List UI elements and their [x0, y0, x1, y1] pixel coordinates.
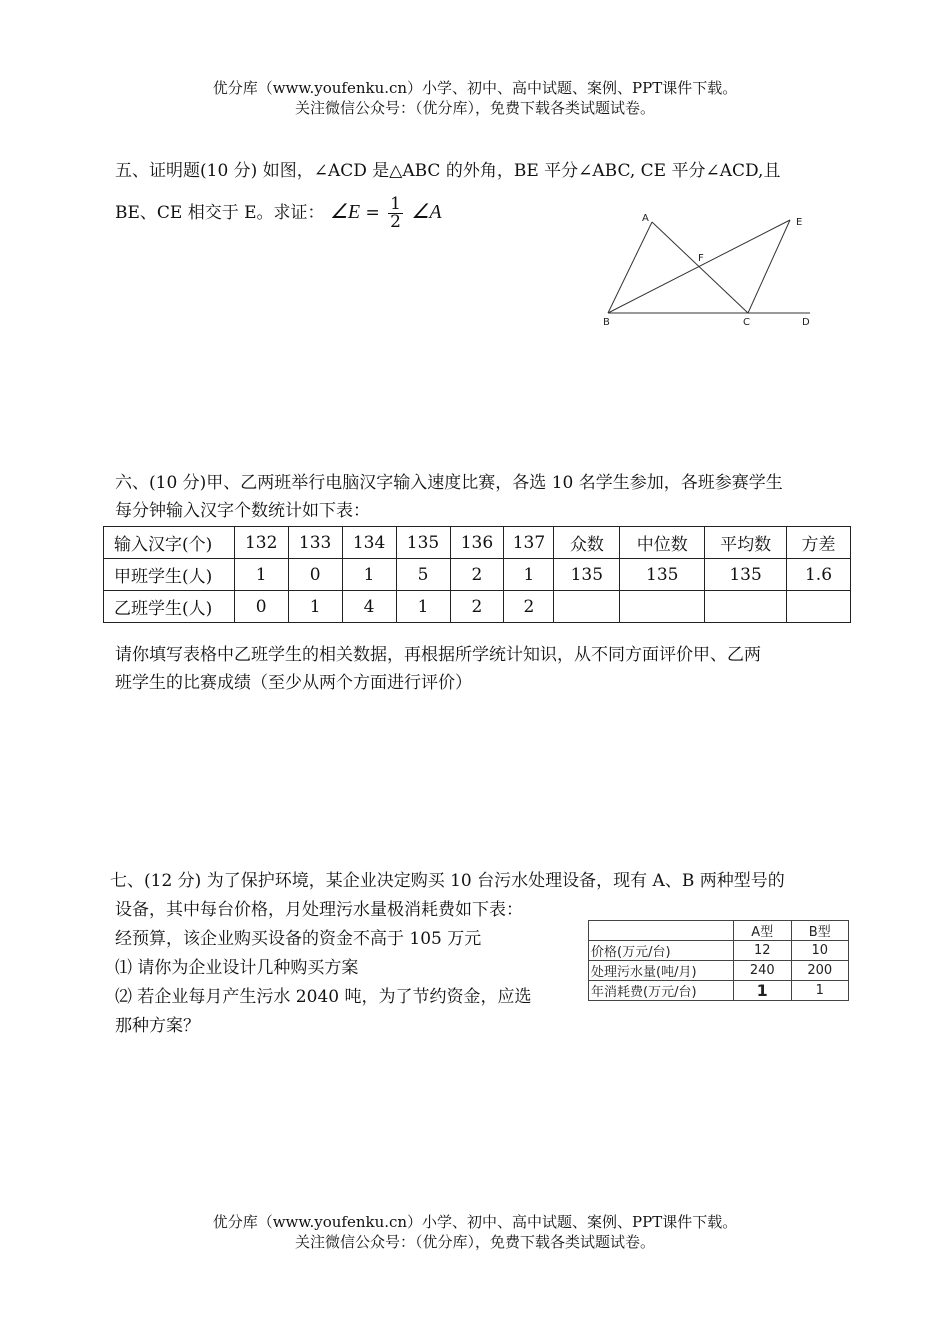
table-cell: 1 — [504, 559, 554, 591]
row-label: 价格(万元/台) — [589, 941, 734, 961]
table-cell: 240 — [734, 961, 792, 981]
q5-line-2 — [115, 196, 442, 231]
header-cell: 输入汉字(个) — [104, 527, 235, 559]
table-cell: 200 — [791, 961, 849, 981]
label-b: B — [603, 317, 610, 328]
table-cell: 10 — [791, 941, 849, 961]
table-row-class-jia — [104, 559, 851, 591]
q5-line-1: 五、证明题(10 分) 如图，∠ACD 是△ABC 的外角，BE 平分∠ABC, CE 平分∠ACD,且 — [115, 161, 781, 181]
q6-after-line-2: 班学生的比赛成绩（至少从两个方面进行评价） — [115, 673, 472, 693]
header-cell: 方差 — [787, 527, 851, 559]
table-cell: 0 — [234, 591, 288, 623]
q7-line-5: ⑵ 若企业每月产生污水 2040 吨，为了节约资金，应选 — [115, 987, 532, 1007]
table-cell: 1 — [234, 559, 288, 591]
blank-answer-cell — [705, 591, 787, 623]
equipment-row-cost — [589, 981, 849, 1001]
row-label: 甲班学生(人) — [104, 559, 235, 591]
table-cell: 1 — [734, 981, 792, 1001]
footer-line-2: 关注微信公众号：（优分库），免费下载各类试题试卷。 — [294, 1233, 655, 1251]
q5-prompt: BE、CE 相交于 E。求证： — [115, 203, 325, 223]
q7-line-2: 设备，其中每台价格，月处理污水量极消耗费如下表： — [115, 900, 523, 920]
label-d: D — [802, 317, 810, 328]
equipment-row-capacity — [589, 961, 849, 981]
table-cell: 1 — [396, 591, 450, 623]
q6-line-1: 六、(10 分)甲、乙两班举行电脑汉字输入速度比赛，各选 10 名学生参加，各班参赛学生 — [115, 473, 783, 493]
header-cell — [589, 921, 734, 941]
blank-answer-cell — [620, 591, 705, 623]
header-cell: 134 — [342, 527, 396, 559]
header-cell: 众数 — [554, 527, 620, 559]
table-cell: 12 — [734, 941, 792, 961]
table-cell: 2 — [450, 591, 504, 623]
q7-line-4: ⑴ 请你为企业设计几种购买方案 — [115, 958, 359, 978]
header-cell: B型 — [791, 921, 849, 941]
angle-e: ∠E — [329, 201, 361, 223]
q6-after-line-1: 请你填写表格中乙班学生的相关数据，再根据所学统计知识，从不同方面评价甲、乙两 — [115, 645, 761, 665]
angle-a: ∠A — [411, 201, 442, 223]
header-cell: 137 — [504, 527, 554, 559]
table-cell: 1 — [288, 591, 342, 623]
table-cell: 2 — [450, 559, 504, 591]
header-cell: 132 — [234, 527, 288, 559]
line-ac — [652, 222, 748, 313]
header-line-2: 关注微信公众号：（优分库），免费下载各类试题试卷。 — [294, 99, 655, 117]
row-label: 乙班学生(人) — [104, 591, 235, 623]
table-header-row — [104, 527, 851, 559]
table-cell: 0 — [288, 559, 342, 591]
page-footer — [0, 1212, 950, 1252]
header-cell: 135 — [396, 527, 450, 559]
row-label: 年消耗费(万元/台) — [589, 981, 734, 1001]
label-f: F — [698, 253, 704, 264]
blank-answer-cell — [554, 591, 620, 623]
header-cell: A型 — [734, 921, 792, 941]
table-row-class-yi — [104, 591, 851, 623]
line-ba — [608, 222, 652, 313]
table-cell: 5 — [396, 559, 450, 591]
header-cell: 中位数 — [620, 527, 705, 559]
equipment-table — [588, 920, 849, 1001]
blank-answer-cell — [787, 591, 851, 623]
header-cell: 133 — [288, 527, 342, 559]
q7-line-1: 七、(12 分) 为了保护环境，某企业决定购买 10 台污水处理设备，现有 A、B 两种型号的 — [110, 871, 785, 891]
line-be — [608, 220, 790, 313]
row-label: 处理污水量(吨/月) — [589, 961, 734, 981]
typing-speed-table — [103, 526, 851, 623]
table-cell: 1 — [791, 981, 849, 1001]
equipment-row-price — [589, 941, 849, 961]
table-cell: 4 — [342, 591, 396, 623]
label-c: C — [743, 317, 750, 328]
q7-line-6: 那种方案？ — [115, 1016, 200, 1036]
fraction-numerator: 1 — [390, 194, 401, 214]
table-cell: 135 — [554, 559, 620, 591]
equals-sign: = — [365, 203, 380, 223]
label-e: E — [796, 217, 803, 228]
geometry-figure — [598, 205, 818, 330]
fraction-one-half — [388, 196, 403, 231]
table-cell: 135 — [705, 559, 787, 591]
table-cell: 2 — [504, 591, 554, 623]
footer-line-1: 优分库（www.youfenku.cn）小学、初中、高中试题、案例、PPT课件下载。 — [212, 1213, 738, 1231]
header-cell: 平均数 — [705, 527, 787, 559]
table-cell: 1 — [342, 559, 396, 591]
fraction-denominator: 2 — [390, 212, 401, 232]
header-cell: 136 — [450, 527, 504, 559]
page-header — [0, 78, 950, 118]
equipment-header-row — [589, 921, 849, 941]
line-ce — [748, 220, 790, 313]
header-line-1: 优分库（www.youfenku.cn）小学、初中、高中试题、案例、PPT课件下载。 — [212, 79, 738, 97]
table-cell: 1.6 — [787, 559, 851, 591]
q7-line-3: 经预算，该企业购买设备的资金不高于 105 万元 — [115, 929, 482, 949]
label-a: A — [642, 213, 649, 224]
q6-line-2: 每分钟输入汉字个数统计如下表： — [115, 501, 370, 521]
table-cell: 135 — [620, 559, 705, 591]
